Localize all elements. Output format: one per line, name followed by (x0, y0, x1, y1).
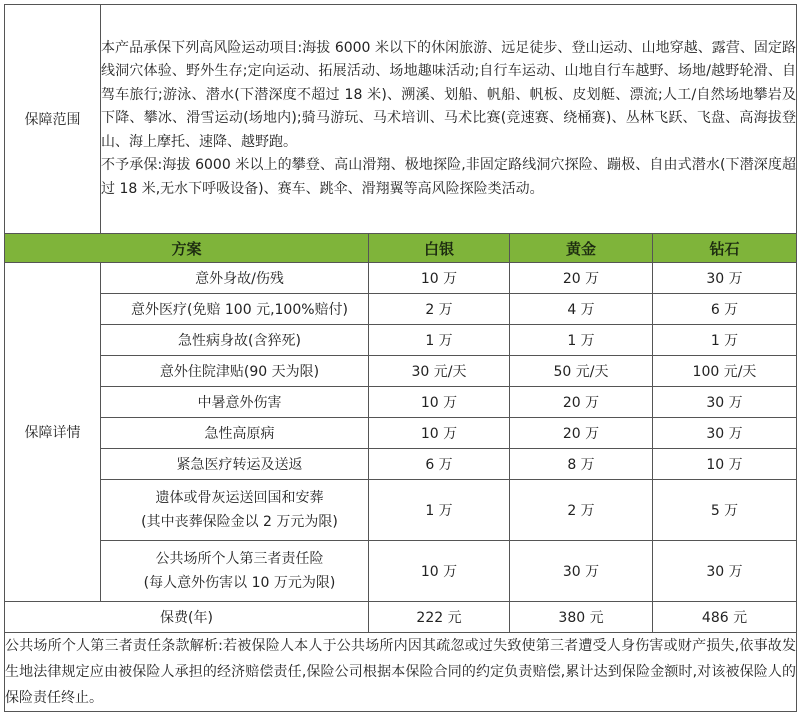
coverage-details-label: 保障详情 (5, 263, 101, 602)
diamond-value: 30 万 (653, 263, 797, 294)
coverage-item: 急性高原病 (101, 418, 369, 449)
gold-value: 2 万 (510, 480, 653, 541)
liability-clause-note: 公共场所个人第三者责任条款解析:若被保险人本人于公共场所内因其疏忽或过失致使第三者遭受人身伤害或财产损失,依事故发生地法律规定应由被保险人承担的经济赔偿责任,保险公司根据本保险合同的约定负责赔偿,累计达到保险金额时,对该被保险人的保险责任终止。 (5, 633, 797, 712)
silver-value: 1 万 (369, 325, 510, 356)
diamond-value: 10 万 (653, 449, 797, 480)
diamond-value: 5 万 (653, 480, 797, 541)
insurance-plan-table (4, 4, 797, 712)
silver-value: 1 万 (369, 480, 510, 541)
silver-premium: 222 元 (369, 602, 510, 633)
coverage-item-note: (其中丧葬保险金以 2 万元为限) (141, 514, 338, 530)
coverage-item: 中暑意外伤害 (101, 387, 369, 418)
gold-column-header: 黄金 (510, 234, 653, 263)
coverage-item-name: 公共场所个人第三者责任险 (155, 551, 324, 567)
gold-value: 20 万 (510, 263, 653, 294)
table-row (5, 418, 797, 449)
diamond-column-header: 钻石 (653, 234, 797, 263)
diamond-value: 30 万 (653, 541, 797, 602)
table-row (5, 449, 797, 480)
excluded-activities-text: 不予承保:海拔 6000 米以上的攀登、高山滑翔、极地探险,非固定路线洞穴探险、蹦极、自由式潜水(下潜深度超过 18 米,无水下呼吸设备)、赛车、跳伞、滑翔翼等高风险探险类活动。 (101, 157, 796, 197)
premium-label: 保费(年) (5, 602, 369, 633)
gold-value: 30 万 (510, 541, 653, 602)
silver-column-header: 白银 (369, 234, 510, 263)
silver-value: 2 万 (369, 294, 510, 325)
table-row (5, 263, 797, 294)
plan-column-header: 方案 (5, 234, 369, 263)
diamond-value: 30 万 (653, 418, 797, 449)
table-row (5, 356, 797, 387)
coverage-item: 意外住院津贴(90 天为限) (101, 356, 369, 387)
diamond-value: 6 万 (653, 294, 797, 325)
coverage-scope-label: 保障范围 (5, 5, 101, 234)
table-row (5, 541, 797, 602)
gold-value: 1 万 (510, 325, 653, 356)
premium-row (5, 602, 797, 633)
coverage-item (101, 480, 369, 541)
table-row (5, 325, 797, 356)
coverage-item: 意外医疗(免赔 100 元,100%赔付) (101, 294, 369, 325)
table-row (5, 387, 797, 418)
diamond-premium: 486 元 (653, 602, 797, 633)
diamond-value: 100 元/天 (653, 356, 797, 387)
coverage-item: 意外身故/伤残 (101, 263, 369, 294)
coverage-item: 急性病身故(含猝死) (101, 325, 369, 356)
coverage-scope-text (101, 5, 797, 234)
diamond-value: 30 万 (653, 387, 797, 418)
gold-value: 20 万 (510, 387, 653, 418)
gold-value: 8 万 (510, 449, 653, 480)
silver-value: 6 万 (369, 449, 510, 480)
silver-value: 10 万 (369, 387, 510, 418)
silver-value: 10 万 (369, 263, 510, 294)
coverage-item: 紧急医疗转运及送返 (101, 449, 369, 480)
coverage-item (101, 541, 369, 602)
silver-value: 10 万 (369, 418, 510, 449)
gold-value: 50 元/天 (510, 356, 653, 387)
covered-activities-text: 本产品承保下列高风险运动项目:海拔 6000 米以下的休闲旅游、远足徒步、登山运动、山地穿越、露营、固定路线洞穴体验、野外生存;定向运动、拓展活动、场地趣味活动;自行车运动、山地自行车越野、场地/越野轮滑、自驾车旅行;游泳、潜水(下潜深度不超过 18 米)、溯溪、划船、帆船、帆板、皮划艇、漂流;人工/自然场地攀岩及下降、攀冰、滑雪运动(场地内);骑马游玩、马术培训、马术比赛(竞速赛、绕桶赛)、丛林飞跃、飞盘、高海拔登山、海上摩托、速降、越野跑。 (101, 40, 796, 150)
gold-value: 20 万 (510, 418, 653, 449)
footer-row (5, 633, 797, 712)
gold-premium: 380 元 (510, 602, 653, 633)
plan-header-row (5, 234, 797, 263)
coverage-item-note: (每人意外伤害以 10 万元为限) (143, 575, 336, 591)
silver-value: 10 万 (369, 541, 510, 602)
gold-value: 4 万 (510, 294, 653, 325)
diamond-value: 1 万 (653, 325, 797, 356)
coverage-item-name: 遗体或骨灰运送回国和安葬 (155, 490, 324, 506)
table-row (5, 294, 797, 325)
coverage-scope-row (5, 5, 797, 234)
silver-value: 30 元/天 (369, 356, 510, 387)
table-row (5, 480, 797, 541)
